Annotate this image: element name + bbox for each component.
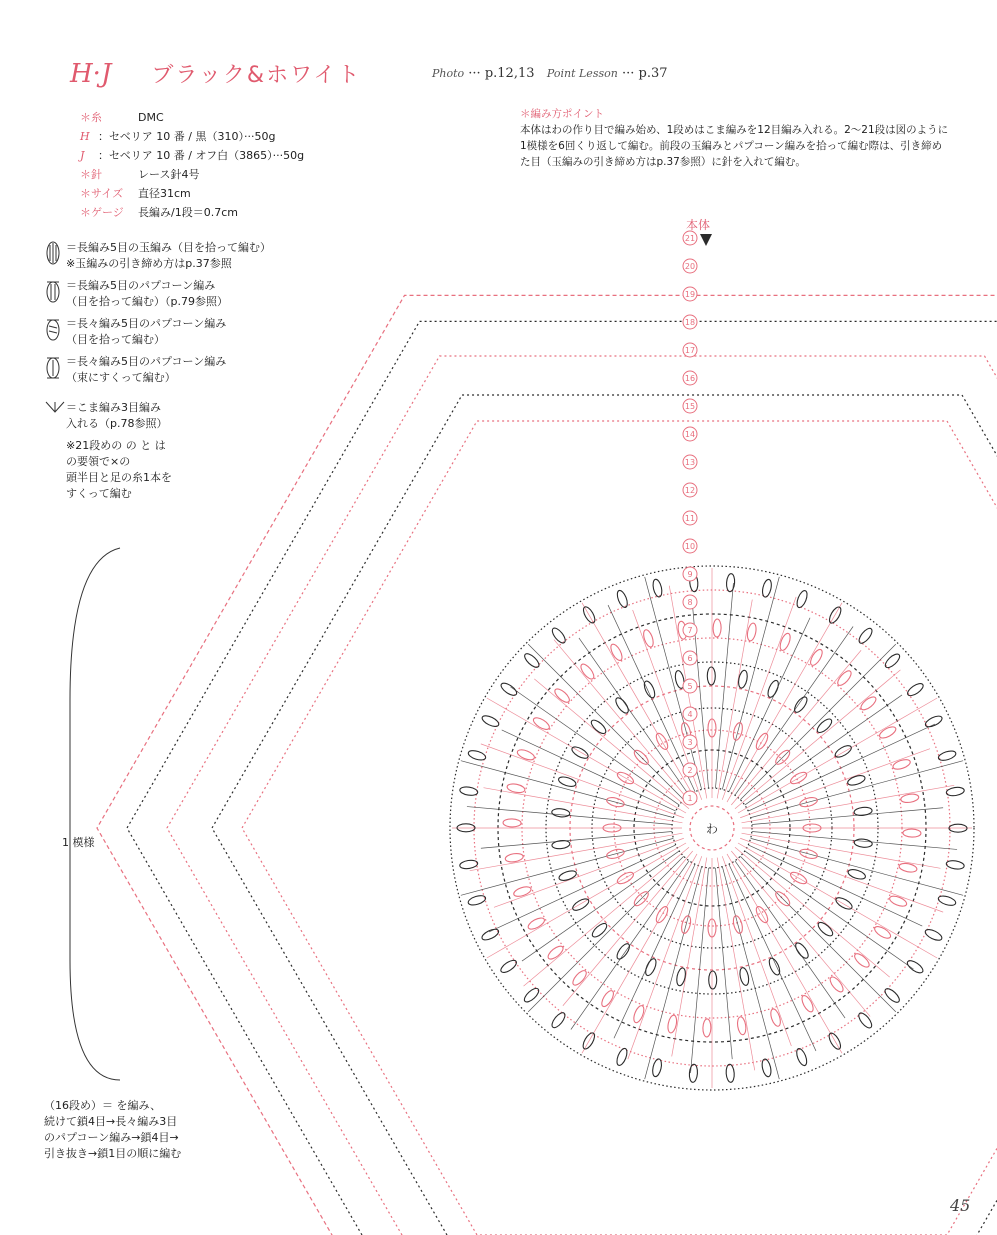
photo-pages: ··· p.12,13 [468,66,535,81]
row16-note: （16段め）＝ を編み、 続けて鎖4目→長々編み3目 のパプコーン編み→鎖4目→ 引き抜き→鎖1目の順に編む [44,1099,182,1160]
stitch-spoke [582,854,697,1053]
row-number: 4 [687,710,693,719]
symbol-legend [44,240,274,508]
bobble-stitch [854,806,873,816]
legend-item [44,438,274,502]
legend-text: ＝こま編み3目編み 入れる（p.78参照） [66,401,168,430]
row-number: 17 [684,346,696,355]
row-number: 3 [687,738,693,747]
bobble-stitch [558,869,578,882]
h-value: ：セベリア 10 番 / 黒（310）···50g [98,130,276,143]
start-arrow [700,234,712,246]
bobble-stitch [905,958,924,975]
bobble-stitch [550,626,567,645]
legend-text: ＝長編み5目の玉編み（目を拾って編む） ※玉編みの引き締め方はp.37参照 [66,241,271,270]
bobble-stitch [546,944,565,961]
bobble-stitch [579,662,596,681]
size-key: ＊サイズ [80,187,124,200]
row-number: 21 [684,234,696,243]
bobble-stitch [550,1011,567,1030]
bobble-stitch [703,1019,711,1037]
bobble-stitch [632,1004,646,1024]
row-number: 7 [687,626,693,635]
bobble-stitch [480,927,500,942]
bobble-stitch [800,994,816,1014]
bobble-stitch [833,743,853,759]
stitch-spoke [717,600,752,799]
stitch-spoke [740,838,943,912]
stitch-spoke [524,847,689,986]
stitch-spoke [735,670,900,809]
legend-item [44,240,274,272]
bobble-stitch [709,971,717,989]
page-number: 45 [950,1196,971,1215]
stitch-spoke [494,838,684,907]
bobble-stitch [513,885,533,898]
row-number: 13 [684,458,696,467]
stitch-spoke [722,856,791,1046]
row-number: 10 [684,542,696,551]
yarn-key: ＊糸 [80,111,102,124]
bobble-stitch [946,786,965,797]
bobble-stitch [551,808,570,818]
size-value: 直径31cm [138,187,191,200]
body-label: 本体 [686,218,711,232]
row-number: 11 [684,514,696,523]
bobble-stitch [590,921,609,939]
bobble-stitch [726,573,735,592]
bobble-stitch [499,958,518,975]
bobble-stitch [738,967,750,986]
row-number: 16 [684,374,696,383]
row-number: 6 [687,654,693,663]
bobble-stitch [856,1011,873,1030]
stitch-spoke [738,698,937,813]
stitch-spoke [579,638,689,795]
stitch-spoke [740,644,896,800]
stitch-spoke [727,603,842,802]
border-row [167,356,997,1235]
stitch-spoke [731,650,861,805]
tips-heading: ＊編み方ポイント [520,108,604,120]
bobble-stitch [767,957,782,977]
bobble-stitch [737,670,748,689]
row-number: 19 [684,290,696,299]
stitch-spoke [614,864,695,1038]
bobble-stitch [857,626,874,645]
stitch-spoke [731,851,870,1016]
legend-text: ＝長編み5目のパプコーン編み （目を拾って編む）（p.79参照） [66,279,228,308]
legend-text: ＝長々編み5目のパプコーン編み （束にすくって編む） [66,355,227,384]
stitch-spoke [672,858,707,1057]
bobble-stitch [892,758,912,771]
bobble-stitch [878,725,898,741]
needle-value: レース針4号 [138,168,200,181]
j-key: J [80,149,85,162]
bobble-stitch [847,774,867,787]
row-number: 1 [687,794,693,803]
bobble-stitch [946,860,965,871]
stitch-spoke [470,833,683,871]
bobble-stitch [795,589,809,609]
stitch-spoke [528,644,684,800]
bobble-stitch [828,975,845,994]
bobble-stitch [689,1064,698,1083]
popcorn-tr-icon [44,316,66,342]
stitch-spoke [742,833,941,868]
bobble-stitch [615,1047,629,1067]
bobble-stitch [615,942,632,961]
bobble-stitch [859,695,878,712]
row-number: 9 [687,570,693,579]
stitch-spoke [735,861,845,1018]
bobble-stitch [642,629,655,649]
note-icon [44,438,66,502]
bobble-stitch [713,619,721,637]
stitch-spoke [717,858,755,1071]
legend-text: ※21段めの の と は の要領で×の 頭半目と足の糸1本を すくって編む [66,439,172,500]
photo-label: Photo [432,67,465,80]
legend-item [44,316,274,348]
bobble-stitch [769,1008,782,1028]
pattern-title: ブラック&ホワイト [151,63,362,88]
bobble-stitch [459,859,478,870]
stitch-spoke [502,730,676,811]
stitch-spoke [484,788,683,823]
bobble-stitch [651,1058,663,1077]
bobble-stitch [854,838,873,848]
h-key: H [80,130,90,143]
bobble-stitch [761,579,773,598]
bobble-stitch [614,696,631,715]
knitting-tips [520,106,950,170]
row-number: 18 [684,318,696,327]
page-reference [432,66,668,81]
stitch-spoke [528,856,684,1012]
bobble-stitch [815,717,834,735]
bobble-stitch [795,1047,809,1067]
row-number: 15 [684,402,696,411]
gauge-key: ＊ゲージ [80,206,124,219]
bobble-stitch [516,748,536,762]
bobble-icon [44,240,66,266]
stitch-spoke [735,847,890,977]
bobble-stitch [675,967,686,986]
row-number: 12 [684,486,696,495]
stitch-spoke [722,597,796,800]
bobble-stitch [552,840,571,850]
bobble-stitch [937,749,957,762]
lesson-label: Point Lesson [546,67,618,80]
row-number: 14 [684,430,696,439]
sc-inc-icon [44,400,66,414]
lesson-pages: ··· p.37 [621,66,668,81]
bobble-stitch [467,894,487,907]
bobble-stitch [707,667,715,685]
bobble-stitch [615,589,629,609]
tips-body: 本体はわの作り目で編み始め、1段めはこま編みを12目編み入れる。2～21段は図のように1模様を6回くり返して編む。前段の玉編みとパプコーン編みを拾って編む際は、引き締めた目（玉編みの引き締め方はp.37参照）に針を入れて編む。 [520,124,949,168]
bobble-stitch [834,895,854,911]
bobble-stitch [526,916,546,932]
stitch-spoke [534,679,689,809]
bobble-stitch [503,819,521,827]
bobble-stitch [847,868,867,881]
bobble-stitch [570,745,590,761]
bobble-stitch [888,894,908,908]
legend-text: ＝長々編み5目のパプコーン編み （目を拾って編む） [66,317,227,346]
needle-key: ＊針 [80,168,102,181]
row-number: 5 [687,682,693,691]
stitch-spoke [740,749,930,818]
bobble-stitch [609,642,625,662]
stitch-spoke [487,843,686,958]
bobble-stitch [937,894,957,907]
stitch-spoke [554,640,693,805]
popcorn-icon [44,278,66,304]
stitch-spoke [748,845,922,926]
bobble-stitch [571,897,591,913]
stitch-spoke [727,854,842,1053]
legend-item [44,278,274,310]
stitch-spoke [738,843,937,958]
stitch-spoke [628,856,702,1059]
stitch-spoke [745,695,902,805]
yarn-value: DMC [138,111,164,124]
stitch-spoke [742,785,955,823]
bobble-stitch [778,632,792,652]
motif-label: 1 模様 [62,836,95,849]
bobble-stitch [924,927,944,942]
stitch-spoke [522,851,679,961]
row-number: 2 [687,766,693,775]
stitch-spoke [487,698,686,813]
stitch-spoke [582,603,697,802]
gauge-value: 長編み/1段＝0.7cm [138,206,238,219]
bobble-stitch [481,714,501,729]
pattern-code: H·J [70,59,112,89]
popcorn-bundle-icon [44,354,66,380]
bobble-stitch [642,680,657,700]
stitch-spoke [729,618,810,792]
bobble-stitch [766,679,781,699]
stitch-spoke [481,744,684,818]
bobble-stitch [761,1058,773,1077]
bobble-stitch [459,786,478,797]
bobble-stitch [792,695,809,714]
bobble-stitch [644,957,659,977]
bobble-stitch [903,829,921,837]
bobble-stitch [726,1064,735,1083]
stitch-spoke [740,856,896,1012]
specs-list [80,108,304,222]
center-label: わ [705,822,719,836]
j-value: ：セベリア 10 番 / オフ白（3865）···50g [98,149,305,162]
bobble-stitch [924,714,944,729]
row-number: 20 [684,262,696,271]
bobble-stitch [652,578,664,597]
bobble-stitch [557,775,577,788]
stitch-spoke [563,851,693,1006]
bobble-stitch [906,681,925,698]
bobble-stitch [467,749,487,762]
title-row [70,58,361,98]
row-number: 8 [687,598,693,607]
legend-item [44,354,274,386]
bobble-stitch [499,681,518,698]
bobble-stitch [793,941,810,960]
legend-item [44,400,274,432]
